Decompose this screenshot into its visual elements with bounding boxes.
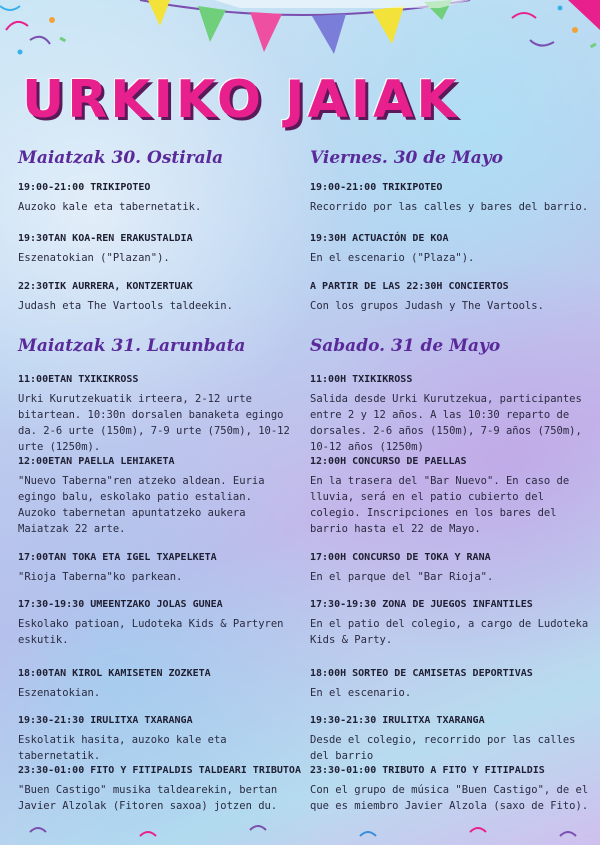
event-description: Auzoko kale eta tabernetatik. [18, 201, 202, 213]
event-description: En la trasera del "Bar Nuevo". En caso de lluvia, será en el patio cubierto del colegio. Inscripciones en los bares del barrio hasta el 22 de Mayo. [310, 475, 570, 535]
event-item [310, 551, 595, 585]
event-item [310, 667, 595, 701]
event-item [18, 598, 293, 648]
event-description: Desde el colegio, recorrido por las calles del barrio [310, 734, 576, 762]
event-description: Eszenatokian. [18, 687, 101, 699]
event-description: "Rioja Taberna"ko parkean. [18, 571, 183, 583]
event-title: 22:30TIK AURRERA, KONTZERTUAK [18, 281, 193, 292]
event-description: Con el grupo de música "Buen Castigo", de el que es miembro Javier Alzola (saxo de Fito). [310, 784, 589, 812]
event-item [310, 714, 595, 764]
event-item [310, 280, 595, 314]
event-description: Con los grupos Judash y The Vartools. [310, 300, 544, 312]
event-description: Urki Kurutzekuatik irteera, 2-12 urte bitartean. 10:30n dorsalen banaketa egingo da. 2-6 urte (150m), 7-9 urte (750m), 10-12 urte (1250m). [18, 393, 290, 453]
event-title: 19:30-21:30 IRULITXA TXARANGA [18, 715, 193, 726]
event-title: 12:00ETAN PAELLA LEHIAKETA [18, 456, 175, 467]
event-title: 19:00-21:00 TRIKIPOTEO [310, 182, 443, 193]
event-item [18, 232, 293, 266]
bunting-decoration [0, 0, 600, 70]
event-item [18, 455, 293, 537]
event-description: En el patio del colegio, a cargo de Ludoteka Kids & Party. [310, 618, 589, 646]
event-item [18, 764, 301, 814]
event-description: Recorrido por las calles y bares del barrio. [310, 201, 589, 213]
day-heading-saturday-eu: Maiatzak 31. Larunbata [18, 336, 246, 356]
event-item [310, 181, 595, 215]
event-description: Eskolako patioan, Ludoteka Kids & Partyren eskutik. [18, 618, 284, 646]
event-title: 11:00H TXIKIKROSS [310, 374, 413, 385]
event-item [310, 232, 595, 266]
event-description: Judash eta The Vartools taldeekin. [18, 300, 233, 312]
event-title: 19:00-21:00 TRIKIPOTEO [18, 182, 151, 193]
page-title: URKIKO JAIAK [22, 70, 460, 130]
event-title: 18:00TAN KIROL KAMISETEN ZOZKETA [18, 668, 211, 679]
confetti-decoration [0, 818, 600, 845]
event-title: 17:30-19:30 UMEENTZAKO JOLAS GUNEA [18, 599, 223, 610]
event-description: Eszenatokian ("Plazan"). [18, 252, 170, 264]
event-title: 11:00ETAN TXIKIKROSS [18, 374, 139, 385]
event-title: 19:30-21:30 IRULITXA TXARANGA [310, 715, 485, 726]
event-description: Salida desde Urki Kurutzekua, participantes entre 2 y 12 años. A las 10:30 reparto de dorsales. 2-6 años (150m), 7-9 años (750m), 10-12 años (1250m) [310, 393, 582, 453]
event-title: 19:30TAN KOA-REN ERAKUSTALDIA [18, 233, 193, 244]
event-item [18, 181, 293, 215]
event-title: 17:00TAN TOKA ETA IGEL TXAPELKETA [18, 552, 217, 563]
event-title: 12:00H CONCURSO DE PAELLAS [310, 456, 467, 467]
event-item [18, 667, 293, 701]
event-description: En el escenario. [310, 687, 412, 699]
day-heading-saturday-es: Sabado. 31 de Mayo [310, 336, 501, 356]
day-heading-friday-eu: Maiatzak 30. Ostirala [18, 148, 224, 168]
event-description: En el parque del "Bar Rioja". [310, 571, 494, 583]
event-description: "Nuevo Taberna"ren atzeko aldean. Euria egingo balu, eskolako patio estalian. Auzoko tabernetan apuntatzeko aukera Maiatzak 22 arte. [18, 475, 265, 535]
event-title: 23:30-01:00 FITO Y FITIPALDIS TALDEARI TRIBUTOA [18, 765, 301, 776]
event-title: 23:30-01:00 TRIBUTO A FITO Y FITIPALDIS [310, 765, 545, 776]
event-item [18, 714, 293, 764]
event-item [310, 373, 595, 455]
event-item [18, 280, 293, 314]
event-item [310, 598, 595, 648]
event-title: 17:30-19:30 ZONA DE JUEGOS INFANTILES [310, 599, 533, 610]
day-heading-friday-es: Viernes. 30 de Mayo [310, 148, 503, 168]
event-item [310, 455, 595, 537]
event-item [18, 373, 293, 455]
event-description: Eskolatik hasita, auzoko kale eta tabernetatik. [18, 734, 227, 762]
event-title: 19:30H ACTUACIÓN DE KOA [310, 233, 449, 244]
event-description: "Buen Castigo" musika taldearekin, bertan Javier Alzolak (Fitoren saxoa) jotzen du. [18, 784, 278, 812]
event-title: 17:00H CONCURSO DE TOKA Y RANA [310, 552, 491, 563]
event-title: 18:00H SORTEO DE CAMISETAS DEPORTIVAS [310, 668, 533, 679]
event-item [18, 551, 293, 585]
event-description: En el escenario ("Plaza"). [310, 252, 475, 264]
event-title: A PARTIR DE LAS 22:30H CONCIERTOS [310, 281, 509, 292]
event-item [310, 764, 595, 814]
